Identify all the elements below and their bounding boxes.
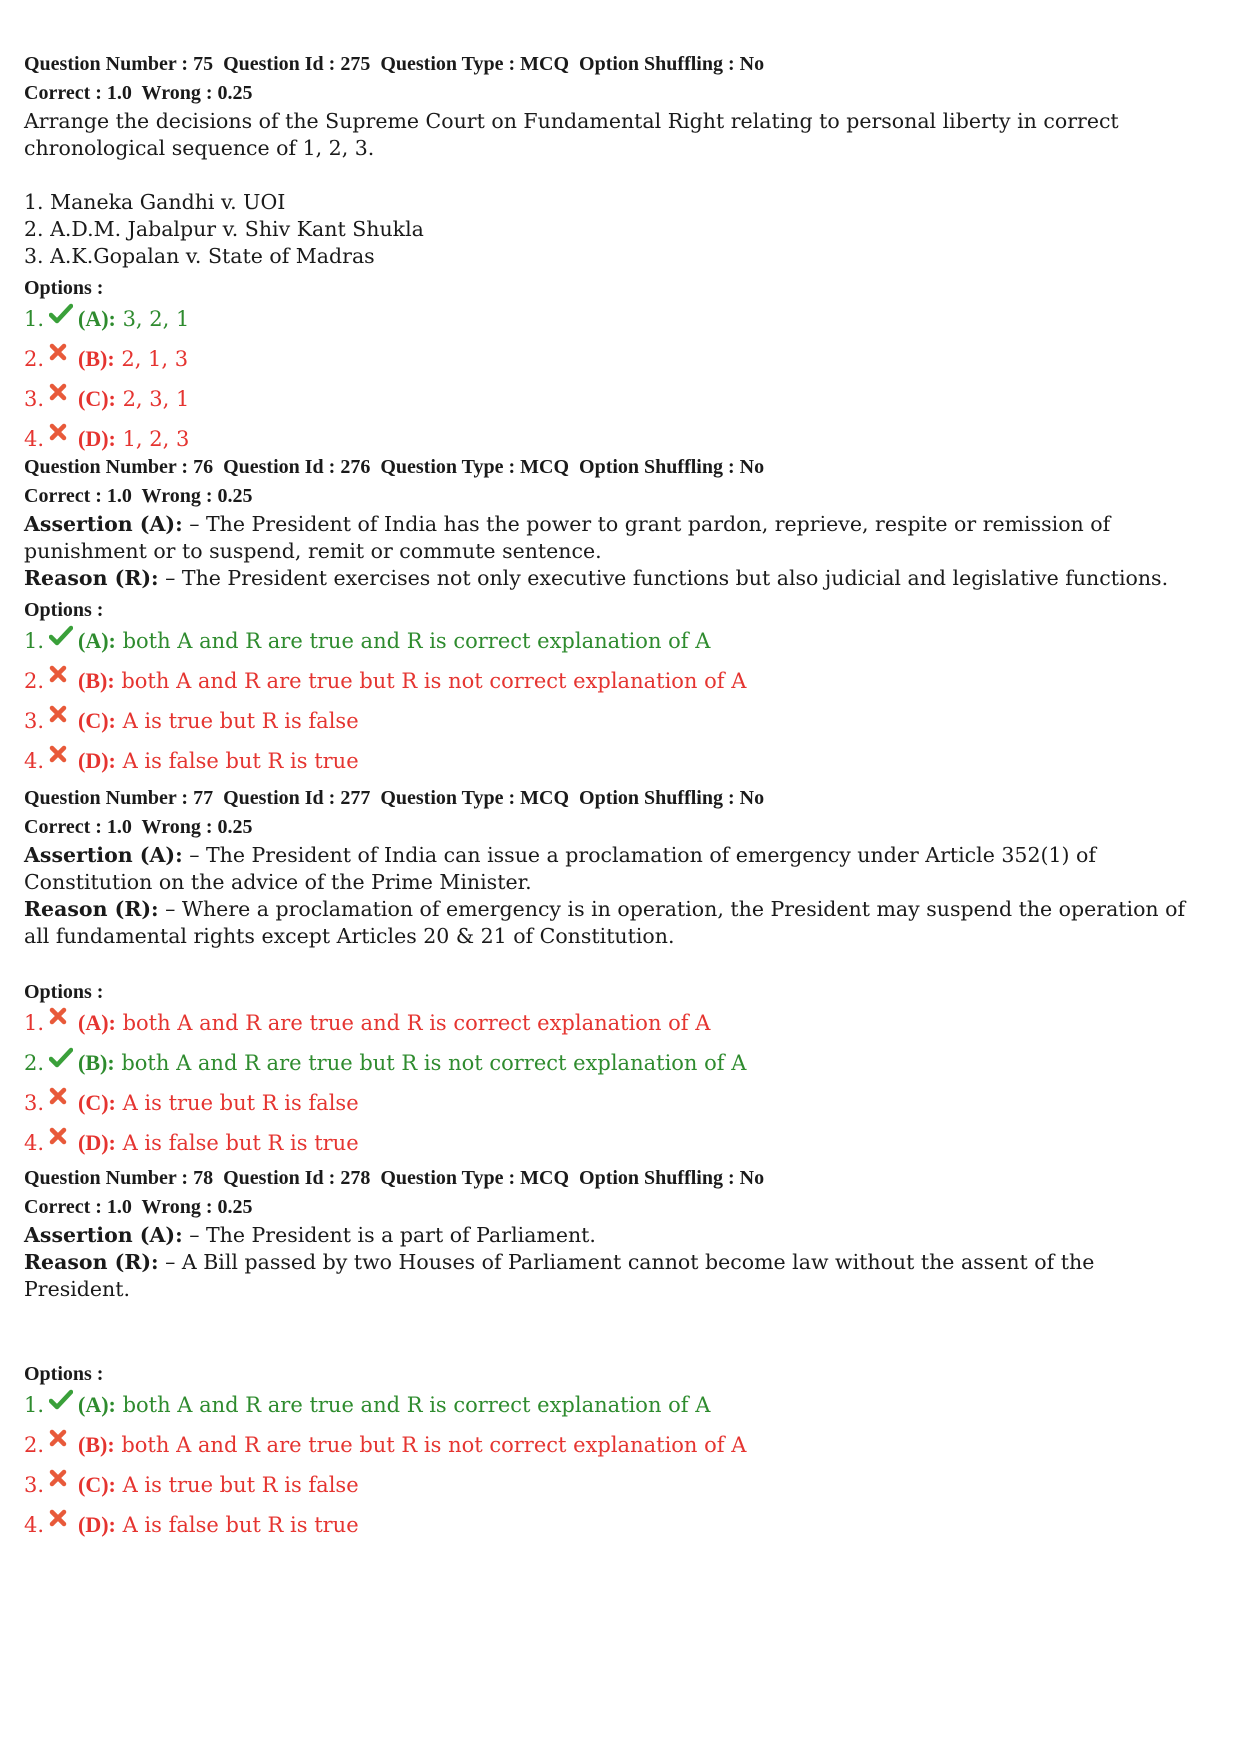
option-number: 2. [24,347,45,371]
option-text: A is false but R is true [122,1131,359,1155]
marking-scheme: Correct : 1.0 Wrong : 0.25 [24,816,253,838]
cross-icon [46,1127,78,1159]
option-letter: (B): [78,668,115,693]
question-stem-line: Arrange the decisions of the Supreme Court on Fundamental Right relating to personal liberty in correct [24,109,1119,133]
option-letter: (C): [78,708,116,733]
option-4 [24,1127,1214,1167]
cross-icon [46,343,78,375]
option-letter: (D): [78,1512,116,1537]
reason-label: Reason (R): [24,1250,159,1274]
option-text: both A and R are true and R is correct explanation of A [122,1011,711,1035]
question-76 [24,453,1214,785]
option-number: 4. [24,1513,45,1537]
option-letter: (B): [78,1050,115,1075]
option-text: A is true but R is false [122,1473,359,1497]
option-number: 4. [24,749,45,773]
reason-line: Reason (R): – The President exercises not only executive functions but also judicial and legislative functions. [24,566,1169,590]
question-header: Question Number : 76 Question Id : 276 Question Type : MCQ Option Shuffling : No [24,456,765,478]
reason-line: all fundamental rights except Articles 20 & 21 of Constitution. [24,924,675,948]
cross-icon [46,383,78,415]
option-text: both A and R are true and R is correct explanation of A [122,629,711,653]
list-item: 1. Maneka Gandhi v. UOI [24,190,286,214]
question-78 [24,1164,1214,1549]
option-number: 3. [24,709,45,733]
options-label: Options : [24,277,104,299]
option-2 [24,1429,1214,1469]
option-letter: (C): [78,1472,116,1497]
option-text: A is false but R is true [122,749,359,773]
option-letter: (B): [78,346,115,371]
option-letter: (D): [78,426,116,451]
options-list [24,1389,1214,1549]
reason-line: President. [24,1277,131,1301]
check-icon [46,1389,78,1421]
question-header: Question Number : 78 Question Id : 278 Question Type : MCQ Option Shuffling : No [24,1167,765,1189]
option-4 [24,745,1214,785]
option-text: 1, 2, 3 [122,427,190,451]
cross-icon [46,1007,78,1039]
option-text: both A and R are true and R is correct explanation of A [122,1393,711,1417]
option-number: 2. [24,1433,45,1457]
option-number: 1. [24,1011,45,1035]
option-4 [24,1509,1214,1549]
check-icon [46,625,78,657]
option-letter: (A): [78,1010,116,1035]
option-letter: (A): [78,628,116,653]
option-text: both A and R are true but R is not correct explanation of A [121,1051,747,1075]
option-1 [24,1389,1214,1429]
option-3 [24,383,1214,423]
question-77 [24,784,1214,1167]
option-letter: (D): [78,1130,116,1155]
options-label: Options : [24,981,104,1003]
assertion-label: Assertion (A): [24,1223,183,1247]
option-letter: (D): [78,748,116,773]
option-1 [24,625,1214,665]
cross-icon [46,745,78,777]
cross-icon [46,1429,78,1461]
option-1 [24,1007,1214,1047]
options-list [24,1007,1214,1167]
assertion-line: Assertion (A): – The President of India can issue a proclamation of emergency under Article 352(1) of [24,843,1096,867]
option-2 [24,343,1214,383]
option-text: 3, 2, 1 [122,307,190,331]
question-stem-line: chronological sequence of 1, 2, 3. [24,136,375,160]
option-2 [24,665,1214,705]
assertion-line: Constitution on the advice of the Prime Minister. [24,870,532,894]
marking-scheme: Correct : 1.0 Wrong : 0.25 [24,82,253,104]
option-text: A is true but R is false [122,1091,359,1115]
option-text: both A and R are true but R is not correct explanation of A [121,669,747,693]
check-icon [46,1047,78,1079]
check-icon [46,303,78,335]
reason-line: Reason (R): – Where a proclamation of emergency is in operation, the President may suspend the operation of [24,897,1186,921]
cross-icon [46,1509,78,1541]
option-number: 1. [24,629,45,653]
option-3 [24,705,1214,745]
reason-line: Reason (R): – A Bill passed by two Houses of Parliament cannot become law without the assent of the [24,1250,1095,1274]
question-header: Question Number : 77 Question Id : 277 Question Type : MCQ Option Shuffling : No [24,787,765,809]
option-number: 1. [24,307,45,331]
option-text: 2, 1, 3 [121,347,189,371]
option-letter: (B): [78,1432,115,1457]
marking-scheme: Correct : 1.0 Wrong : 0.25 [24,1196,253,1218]
cross-icon [46,1087,78,1119]
option-text: 2, 3, 1 [122,387,190,411]
options-label: Options : [24,1363,104,1385]
marking-scheme: Correct : 1.0 Wrong : 0.25 [24,485,253,507]
assertion-label: Assertion (A): [24,512,183,536]
cross-icon [46,423,78,455]
option-letter: (A): [78,306,116,331]
option-number: 4. [24,1131,45,1155]
option-text: A is true but R is false [122,709,359,733]
cross-icon [46,665,78,697]
assertion-line: Assertion (A): – The President of India has the power to grant pardon, reprieve, respite or remission of [24,512,1111,536]
assertion-line: Assertion (A): – The President is a part of Parliament. [24,1223,596,1247]
option-number: 3. [24,387,45,411]
cross-icon [46,1469,78,1501]
options-list [24,625,1214,785]
assertion-label: Assertion (A): [24,843,183,867]
cross-icon [46,705,78,737]
option-1 [24,303,1214,343]
question-75 [24,50,1214,463]
option-text: A is false but R is true [122,1513,359,1537]
option-letter: (C): [78,1090,116,1115]
reason-label: Reason (R): [24,897,159,921]
option-number: 2. [24,669,45,693]
assertion-line: punishment or to suspend, remit or commute sentence. [24,539,602,563]
question-header: Question Number : 75 Question Id : 275 Question Type : MCQ Option Shuffling : No [24,53,765,75]
option-letter: (C): [78,386,116,411]
option-letter: (A): [78,1392,116,1417]
option-number: 2. [24,1051,45,1075]
list-item: 3. A.K.Gopalan v. State of Madras [24,244,375,268]
option-text: both A and R are true but R is not correct explanation of A [121,1433,747,1457]
options-list [24,303,1214,463]
option-number: 3. [24,1091,45,1115]
list-item: 2. A.D.M. Jabalpur v. Shiv Kant Shukla [24,217,424,241]
option-number: 1. [24,1393,45,1417]
options-label: Options : [24,599,104,621]
option-number: 4. [24,427,45,451]
option-2 [24,1047,1214,1087]
option-number: 3. [24,1473,45,1497]
option-3 [24,1087,1214,1127]
option-3 [24,1469,1214,1509]
reason-label: Reason (R): [24,566,159,590]
